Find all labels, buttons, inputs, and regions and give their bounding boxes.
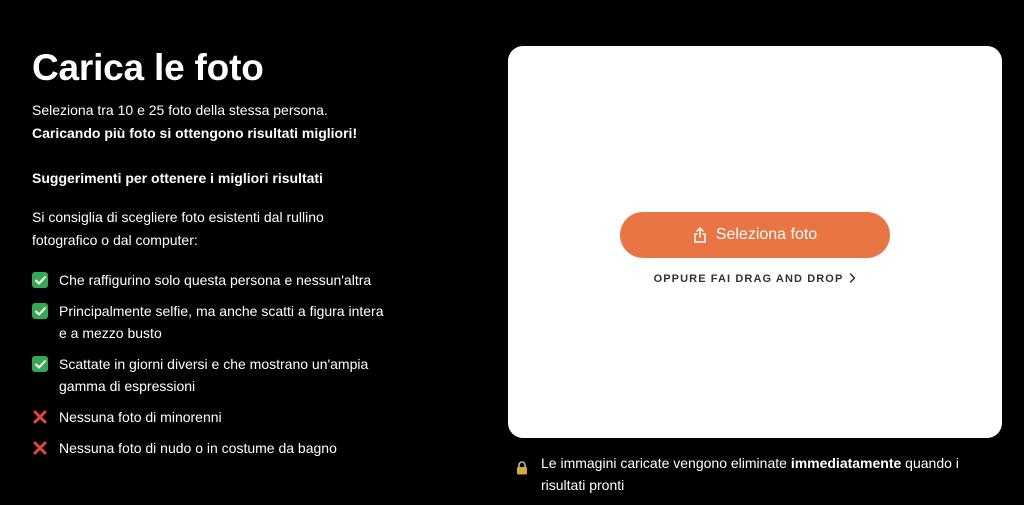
check-icon (32, 303, 48, 319)
list-item (32, 406, 432, 428)
intro-text (32, 99, 432, 145)
tips-description: Si consiglia di scegliere foto esistenti dal rullino fotografico o dal computer: (32, 209, 324, 248)
cross-icon (32, 409, 48, 425)
tip-text: Che raffigurino solo questa persona e nessun'altra (59, 272, 372, 288)
privacy-text (541, 452, 996, 496)
select-photos-button[interactable] (620, 212, 890, 258)
privacy-text-after: quando i risultati pronti (541, 455, 959, 493)
cross-icon (32, 440, 48, 456)
tips-list (32, 269, 432, 459)
tips-heading: Suggerimenti per ottenere i migliori risultati (32, 170, 323, 186)
check-icon (32, 356, 48, 372)
list-item (32, 269, 432, 291)
list-item (32, 300, 432, 344)
page-title: Carica le foto (32, 47, 264, 88)
upload-dropzone[interactable] (508, 46, 1002, 438)
check-icon (32, 272, 48, 288)
drag-and-drop-link[interactable] (508, 272, 1002, 287)
drag-and-drop-label: OPPURE FAI DRAG AND DROP (653, 273, 844, 285)
intro-strong: Caricando più foto si ottengono risultati migliori! (32, 125, 358, 141)
privacy-text-before: Le immagini caricate vengono eliminate (541, 455, 791, 471)
share-upload-icon (693, 227, 707, 243)
privacy-note (516, 452, 996, 496)
tip-text: Principalmente selfie, ma anche scatti a figura intera e a mezzo busto (59, 303, 384, 341)
list-item (32, 437, 432, 459)
chevron-right-icon (849, 273, 856, 287)
select-photos-label: Seleziona foto (715, 226, 818, 243)
privacy-text-strong: immediatamente (790, 455, 902, 471)
tip-text: Scattate in giorni diversi e che mostrano un'ampia gamma di espressioni (59, 356, 369, 394)
tip-text: Nessuna foto di nudo o in costume da bagno (59, 440, 337, 456)
instructions-panel (32, 46, 432, 468)
lock-icon (516, 461, 530, 480)
intro-line: Seleziona tra 10 e 25 foto della stessa persona. (32, 102, 328, 118)
tip-text: Nessuna foto di minorenni (59, 409, 222, 425)
list-item (32, 353, 432, 397)
